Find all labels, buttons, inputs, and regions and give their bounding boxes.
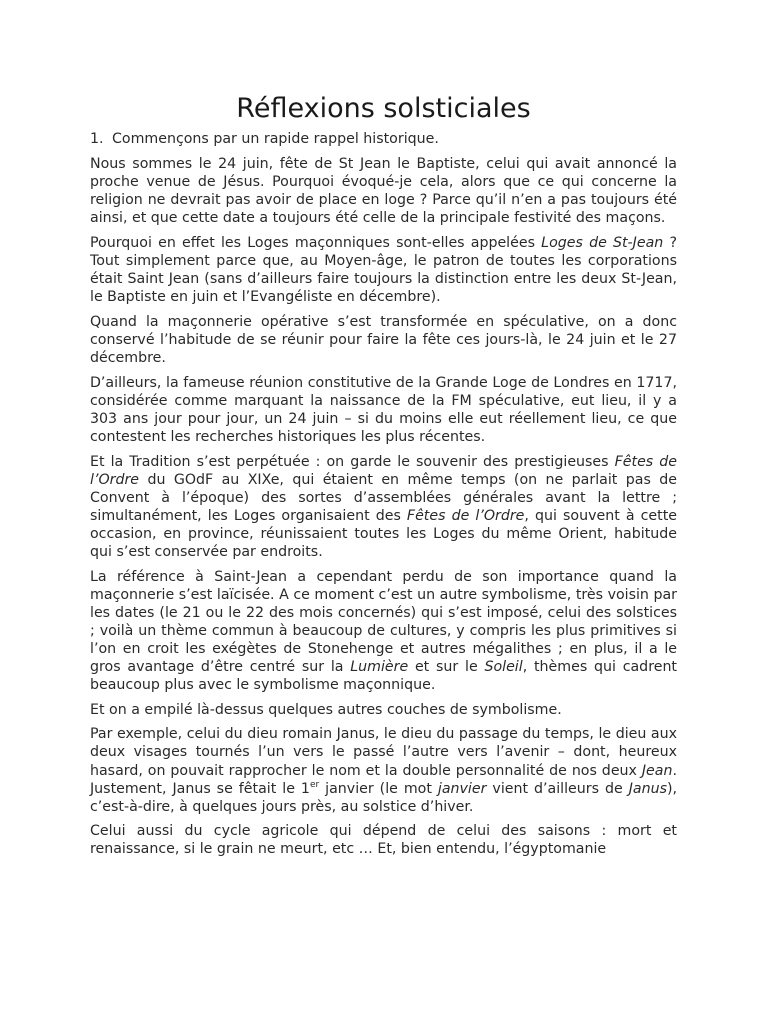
paragraph-5: Et la Tradition s’est perpétuée : on garde le souvenir des prestigieuses Fêtes de l’Ordre du GOdF au XIXe, qui étaient en même temps (on ne parlait pas de Convent à l’époque) des sortes d’assemblées générales avant la lettre ; simultanément, les Loges organisaient des Fêtes de l’Ordre, qui souvent à cette occasion, en province, réunissaient toutes les Loges du même Orient, habitude qui s’est conservée par endroits. bbox=[90, 453, 677, 560]
list-text: Commençons par un rapide rappel historique. bbox=[112, 131, 439, 147]
paragraph-7: Et on a empilé là-dessus quelques autres couches de symbolisme. bbox=[90, 701, 562, 718]
list-number: 1. bbox=[90, 131, 104, 147]
intro-list-item bbox=[90, 130, 677, 148]
italic-term: Fêtes de l’Ordre bbox=[406, 507, 525, 524]
paragraph-2: Pourquoi en effet les Loges maçonniques sont-elles appelées Loges de St-Jean ? Tout simplement parce que, au Moyen-âge, le patron de toutes les corporations était Saint Jean (sans d’ailleurs faire toujours la distinction entre les deux St-Jean, le Baptiste en juin et l’Evangéliste en décembre). bbox=[90, 234, 677, 306]
document-page bbox=[90, 80, 677, 865]
paragraph-9: Celui aussi du cycle agricole qui dépend de celui des saisons : mort et renaissance, si le grain ne meurt, etc … Et, bien entendu, l’égyptomanie bbox=[90, 823, 677, 858]
italic-term: Janus bbox=[628, 780, 667, 797]
italic-term: Soleil bbox=[484, 659, 523, 676]
superscript: er bbox=[309, 779, 320, 790]
paragraph-3: Quand la maçonnerie opérative s’est transformée en spéculative, on a donc conservé l’habitude de se réunir pour faire la fête ces jours-là, le 24 juin et le 27 décembre. bbox=[90, 313, 677, 367]
page-title: Réflexions solsticiales bbox=[236, 93, 531, 124]
paragraph-4: D’ailleurs, la fameuse réunion constitutive de la Grande Loge de Londres en 1717, considérée comme marquant la naissance de la FM spéculative, eut lieu, il y a 303 ans jour pour jour, un 24 juin – si du moins elle eut réellement lieu, ce que contestent les recherches historiques les plus récentes. bbox=[90, 374, 677, 445]
italic-term: janvier bbox=[437, 780, 487, 797]
italic-term: Lumière bbox=[350, 659, 409, 676]
paragraph-8: Par exemple, celui du dieu romain Janus, le dieu du passage du temps, le dieu aux deux visages tournés l’un vers le passé l’autre vers l’avenir – dont, heureux hasard, on pouvait rapprocher le nom et la double personnalité de nos deux Jean. Justement, Janus se fêtait le 1er janvier (le mot janvier vient d’ailleurs de Janus), c’est-à-dire, à quelques jours près, au solstice d’hiver. bbox=[90, 726, 678, 815]
italic-term: Loges de St-Jean bbox=[541, 234, 664, 251]
italic-term: Fêtes de l’Ordre bbox=[90, 453, 677, 488]
paragraph-1: Nous sommes le 24 juin, fête de St Jean le Baptiste, celui qui avait annoncé la proche venue de Jésus. Pourquoi évoqué-je cela, alors que ce qui concerne la religion ne devrait pas avoir de place en loge ? Parce qu’il n’en a pas toujours été ainsi, et que cette date a toujours été celle de la principale festivité des maçons. bbox=[90, 156, 677, 227]
paragraph-6: La référence à Saint-Jean a cependant perdu de son importance quand la maçonnerie s’est laïcisée. A ce moment c’est un autre symbolisme, très voisin par les dates (le 21 ou le 22 des mois concernés) qui s’est imposé, celui des solstices ; voilà un thème commun à beaucoup de cultures, y compris les plus primitives si l’on en croit les exégètes de Stonehenge et autres mégalithes ; en plus, il a le gros avantage d’être centré sur la Lumière et sur le Soleil, thèmes qui cadrent beaucoup plus avec le symbolisme maçonnique. bbox=[90, 568, 677, 694]
italic-term: Jean bbox=[641, 762, 673, 779]
